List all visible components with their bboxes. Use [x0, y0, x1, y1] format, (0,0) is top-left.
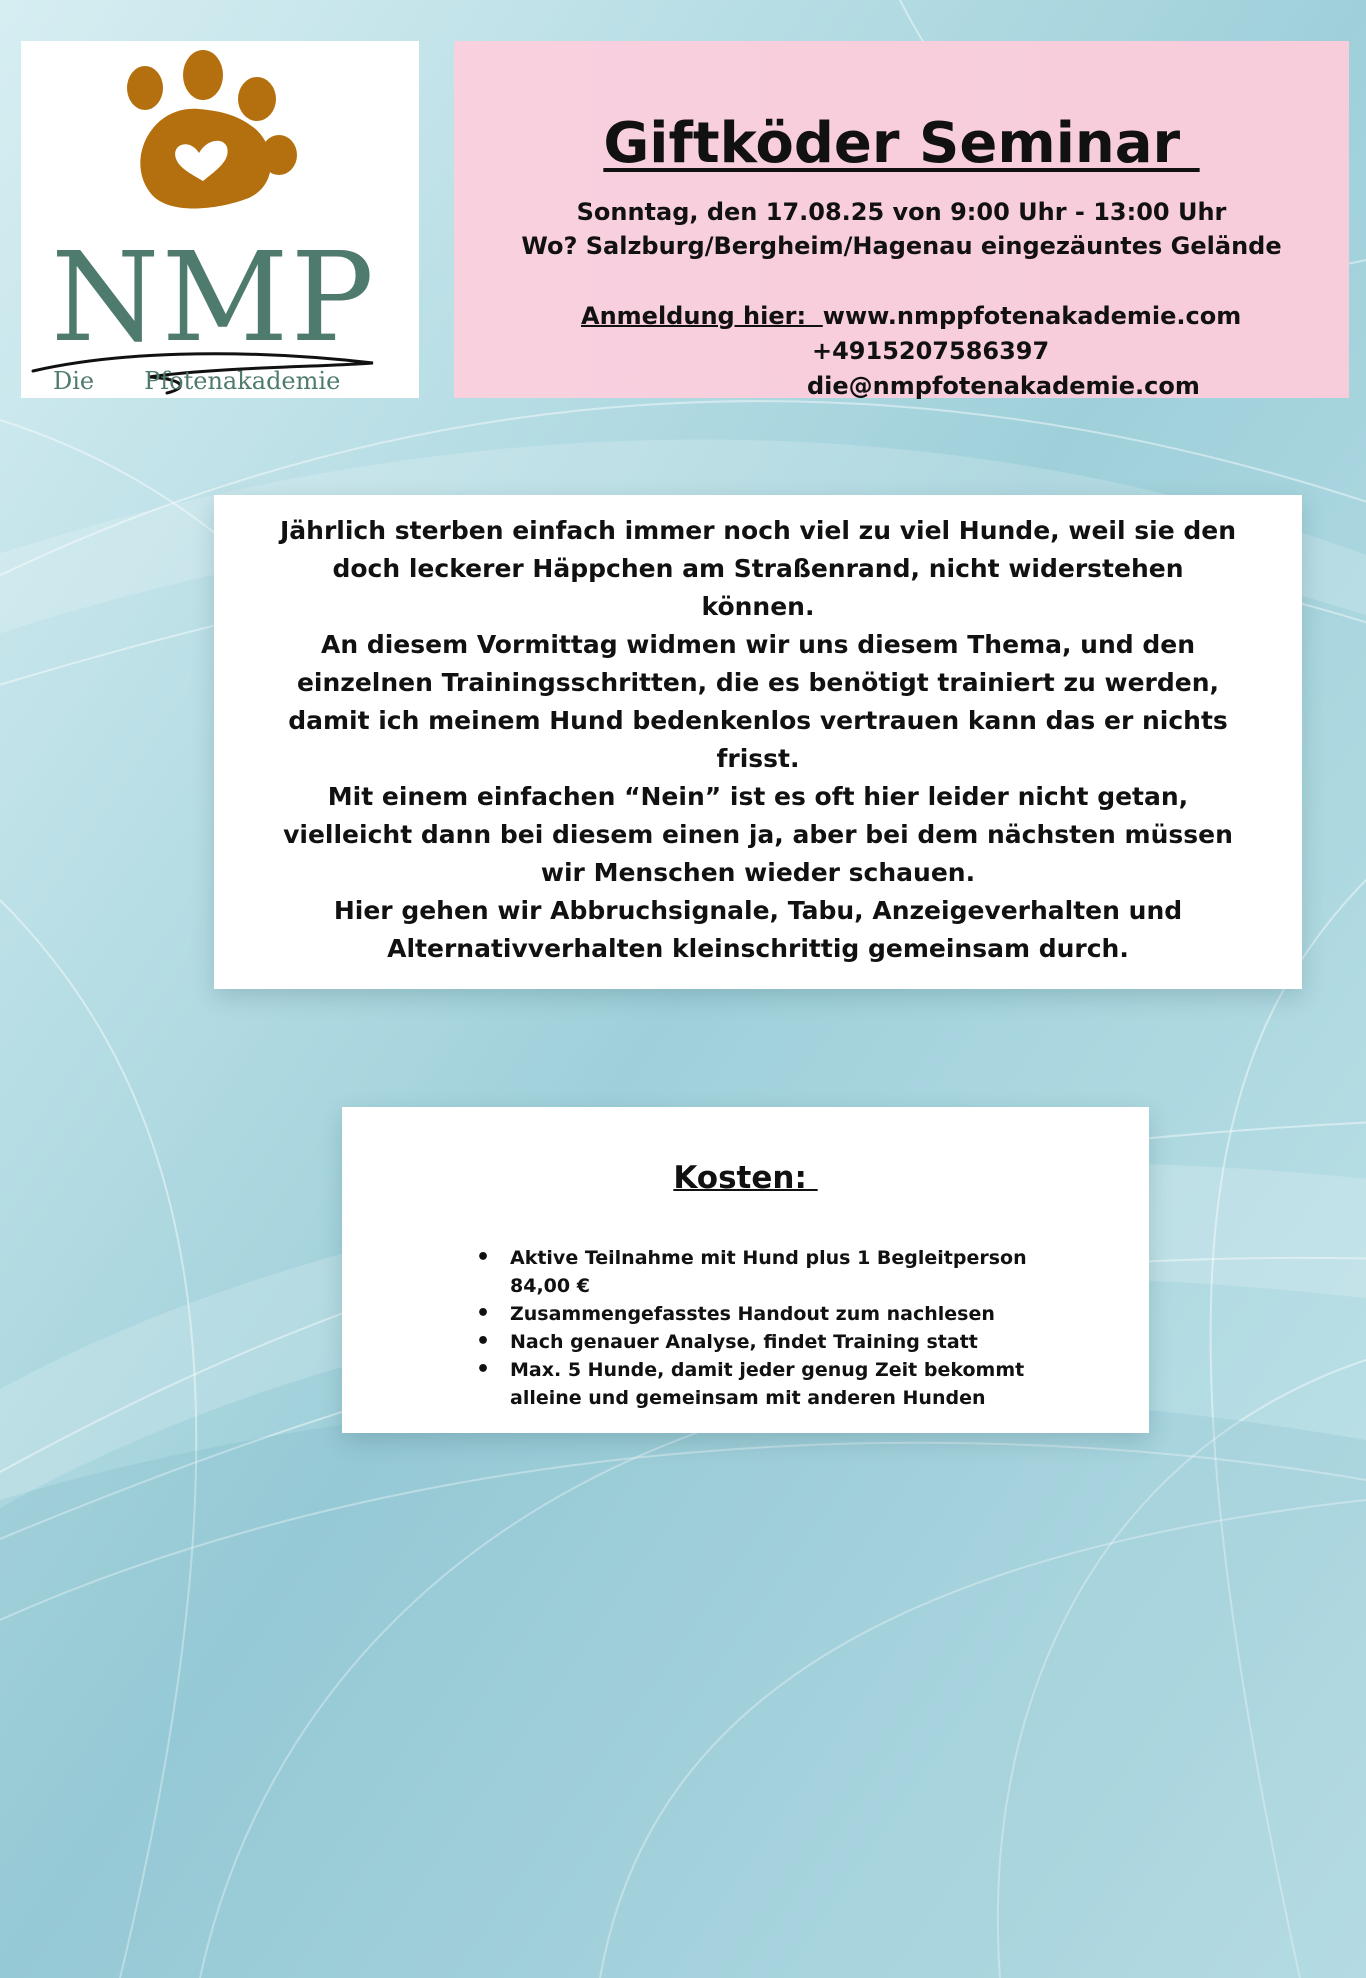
registration-row [581, 299, 1241, 333]
event-location: Wo? Salzburg/Bergheim/Hagenau eingezäuntes Gelände [521, 232, 1282, 260]
page-title: Giftköder Seminar [603, 111, 1200, 176]
list-item: • Zusammengefasstes Handout zum nachlesen [468, 1300, 1088, 1328]
description-paragraph-3: Mit einem einfachen “Nein” ist es oft hier leider nicht getan, vielleicht dann bei diesem einen ja, aber bei dem nächsten müssen wir Menschen wieder schauen. [283, 782, 1233, 887]
brand-subtitle [53, 367, 388, 395]
list-item: • Aktive Teilnahme mit Hund plus 1 Begleitperson 84,00 € [468, 1244, 1088, 1300]
email-link[interactable]: die@nmpfotenakademie.com [807, 372, 1200, 400]
registration-label: Anmeldung hier: [581, 302, 823, 330]
list-item: • Nach genauer Analyse, findet Training statt [468, 1328, 1088, 1356]
phone-number[interactable]: +4915207586397 [812, 337, 1050, 365]
logo-card [21, 41, 419, 398]
brand-letters: NMP [51, 226, 376, 370]
event-date: Sonntag, den 17.08.25 von 9:00 Uhr - 13:00 Uhr [576, 198, 1227, 226]
costs-title: Kosten: [673, 1160, 818, 1196]
costs-list [468, 1244, 1088, 1412]
costs-card [342, 1107, 1149, 1433]
description-paragraph-2: An diesem Vormittag widmen wir uns diesem Thema, und den einzelnen Trainingsschritten, die es benötigt trainiert zu werden, damit ich meinem Hund bedenkenlos vertrauen kann das er nichts frisst. [288, 630, 1228, 773]
description-card [214, 495, 1302, 989]
event-info-card [454, 41, 1349, 398]
description-paragraph-4: Hier gehen wir Abbruchsignale, Tabu, Anzeigeverhalten und Alternativverhalten kleinschrittig gemeinsam durch. [333, 896, 1183, 963]
website-link[interactable]: www.nmppfotenakademie.com [822, 302, 1242, 330]
brand-subtitle-word1: Die [53, 367, 95, 395]
brand-subtitle-word2: Pfotenakademie [144, 367, 341, 395]
description-paragraph-1: Jährlich sterben einfach immer noch viel zu viel Hunde, weil sie den doch leckerer Häppchen am Straßenrand, nicht widerstehen können. [279, 516, 1237, 621]
list-item: • Max. 5 Hunde, damit jeder genug Zeit bekommt alleine und gemeinsam mit anderen Hunden [468, 1356, 1088, 1412]
